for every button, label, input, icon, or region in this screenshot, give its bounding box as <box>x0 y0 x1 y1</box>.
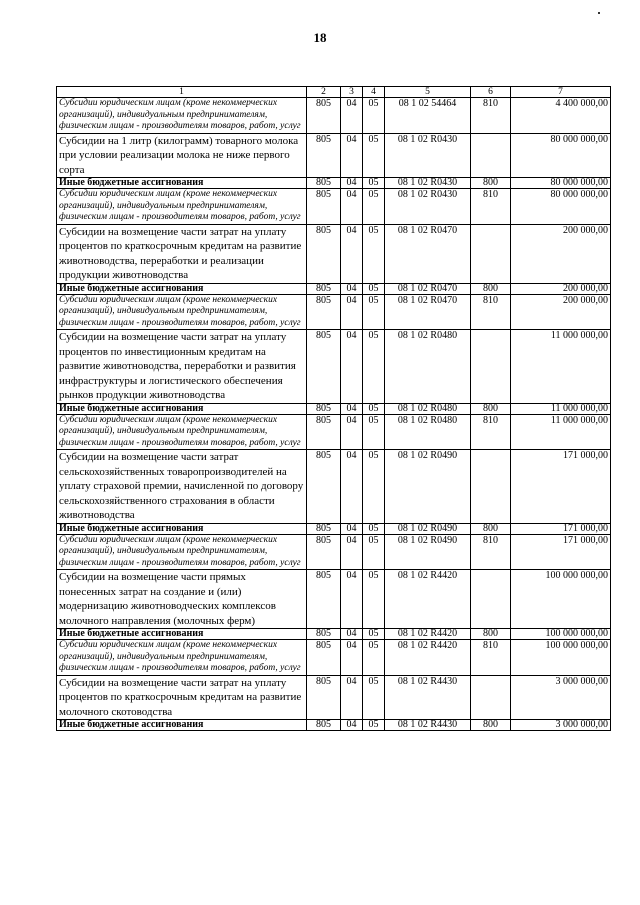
header-cell: 5 <box>385 87 471 98</box>
grbs-code-cell: 805 <box>307 294 341 330</box>
amount-cell: 171 000,00 <box>511 534 611 570</box>
grbs-code-cell: 805 <box>307 414 341 450</box>
section-code-cell: 04 <box>341 450 363 524</box>
subsection-code-cell: 05 <box>363 450 385 524</box>
section-code-cell: 04 <box>341 189 363 225</box>
expense-type-code-cell <box>471 330 511 404</box>
section-code-cell: 04 <box>341 570 363 629</box>
expense-type-code-cell: 800 <box>471 629 511 640</box>
grbs-code-cell: 805 <box>307 720 341 731</box>
item-name-cell: Субсидии на возмещение части затрат на уплату процентов по краткосрочным кредитам на развитие животноводства, переработки и реализации продукции животноводства <box>57 224 307 283</box>
section-code-cell: 04 <box>341 178 363 189</box>
target-article-code-cell: 08 1 02 R0430 <box>385 178 471 189</box>
budget-table <box>56 86 611 731</box>
item-name-cell: Иные бюджетные ассигнования <box>57 403 307 414</box>
table-body <box>57 98 611 731</box>
item-name-cell: Субсидии юридическим лицам (кроме некоммерческих организаций), индивидуальным предпринимателям, физическим лицам - производителям товаров, работ, услуг <box>57 640 307 676</box>
grbs-code-cell: 805 <box>307 403 341 414</box>
table-row <box>57 330 611 404</box>
grbs-code-cell: 805 <box>307 640 341 676</box>
header-cell: 4 <box>363 87 385 98</box>
table-row <box>57 570 611 629</box>
section-code-cell: 04 <box>341 523 363 534</box>
page-number: 18 <box>313 30 327 45</box>
item-name-cell: Иные бюджетные ассигнования <box>57 629 307 640</box>
expense-type-code-cell: 800 <box>471 283 511 294</box>
subsection-code-cell: 05 <box>363 414 385 450</box>
item-name-cell: Субсидии на возмещение части затрат на уплату процентов по инвестиционным кредитам на развитие животноводства, переработки и развития инфраструктуры и логистического обеспечения рынков продукции животноводства <box>57 330 307 404</box>
target-article-code-cell: 08 1 02 R0430 <box>385 189 471 225</box>
subsection-code-cell: 05 <box>363 133 385 178</box>
table-row <box>57 450 611 524</box>
grbs-code-cell: 805 <box>307 283 341 294</box>
amount-cell: 100 000 000,00 <box>511 629 611 640</box>
item-name-cell: Субсидии на возмещение части затрат сельскохозяйственных товаропроизводителей на уплату страховой премии, начисленной по договору сельскохозяйственного страхования в области животноводства <box>57 450 307 524</box>
expense-type-code-cell: 810 <box>471 98 511 134</box>
item-name-cell: Субсидии юридическим лицам (кроме некоммерческих организаций), индивидуальным предпринимателям, физическим лицам - производителям товаров, работ, услуг <box>57 98 307 134</box>
target-article-code-cell: 08 1 02 R4420 <box>385 629 471 640</box>
table-row <box>57 629 611 640</box>
section-code-cell: 04 <box>341 330 363 404</box>
target-article-code-cell: 08 1 02 R0470 <box>385 283 471 294</box>
item-name-cell: Субсидии юридическим лицам (кроме некоммерческих организаций), индивидуальным предпринимателям, физическим лицам - производителям товаров, работ, услуг <box>57 189 307 225</box>
item-name-cell: Субсидии на возмещение части прямых понесенных затрат на создание и (или) модернизацию животноводческих комплексов молочного направления (молочных ферм) <box>57 570 307 629</box>
target-article-code-cell: 08 1 02 R0470 <box>385 224 471 283</box>
amount-cell: 171 000,00 <box>511 450 611 524</box>
amount-cell: 200 000,00 <box>511 224 611 283</box>
expense-type-code-cell: 810 <box>471 414 511 450</box>
subsection-code-cell: 05 <box>363 523 385 534</box>
header-cell: 7 <box>511 87 611 98</box>
item-name-cell: Иные бюджетные ассигнования <box>57 178 307 189</box>
grbs-code-cell: 805 <box>307 133 341 178</box>
expense-type-code-cell <box>471 675 511 720</box>
grbs-code-cell: 805 <box>307 629 341 640</box>
subsection-code-cell: 05 <box>363 570 385 629</box>
grbs-code-cell: 805 <box>307 189 341 225</box>
target-article-code-cell: 08 1 02 R0430 <box>385 133 471 178</box>
grbs-code-cell: 805 <box>307 534 341 570</box>
subsection-code-cell: 05 <box>363 534 385 570</box>
table-row <box>57 283 611 294</box>
amount-cell: 11 000 000,00 <box>511 403 611 414</box>
item-name-cell: Иные бюджетные ассигнования <box>57 283 307 294</box>
expense-type-code-cell <box>471 450 511 524</box>
table-row <box>57 534 611 570</box>
amount-cell: 200 000,00 <box>511 283 611 294</box>
item-name-cell: Иные бюджетные ассигнования <box>57 720 307 731</box>
header-row <box>57 87 611 98</box>
expense-type-code-cell: 800 <box>471 403 511 414</box>
header-cell: 3 <box>341 87 363 98</box>
section-code-cell: 04 <box>341 640 363 676</box>
target-article-code-cell: 08 1 02 R0480 <box>385 414 471 450</box>
item-name-cell: Субсидии на возмещение части затрат на уплату процентов по краткосрочным кредитам на развитие молочного скотоводства <box>57 675 307 720</box>
target-article-code-cell: 08 1 02 R0490 <box>385 534 471 570</box>
table-row <box>57 640 611 676</box>
grbs-code-cell: 805 <box>307 98 341 134</box>
section-code-cell: 04 <box>341 224 363 283</box>
subsection-code-cell: 05 <box>363 330 385 404</box>
target-article-code-cell: 08 1 02 R0480 <box>385 403 471 414</box>
amount-cell: 80 000 000,00 <box>511 133 611 178</box>
target-article-code-cell: 08 1 02 R0470 <box>385 294 471 330</box>
amount-cell: 100 000 000,00 <box>511 640 611 676</box>
table-row <box>57 675 611 720</box>
section-code-cell: 04 <box>341 403 363 414</box>
section-code-cell: 04 <box>341 414 363 450</box>
table-row <box>57 294 611 330</box>
expense-type-code-cell: 800 <box>471 178 511 189</box>
amount-cell: 11 000 000,00 <box>511 414 611 450</box>
subsection-code-cell: 05 <box>363 403 385 414</box>
table-row <box>57 189 611 225</box>
target-article-code-cell: 08 1 02 R4430 <box>385 675 471 720</box>
item-name-cell: Иные бюджетные ассигнования <box>57 523 307 534</box>
expense-type-code-cell <box>471 224 511 283</box>
expense-type-code-cell: 810 <box>471 189 511 225</box>
subsection-code-cell: 05 <box>363 294 385 330</box>
amount-cell: 80 000 000,00 <box>511 189 611 225</box>
item-name-cell: Субсидии юридическим лицам (кроме некоммерческих организаций), индивидуальным предпринимателям, физическим лицам - производителям товаров, работ, услуг <box>57 534 307 570</box>
header-cell: 1 <box>57 87 307 98</box>
table-row <box>57 98 611 134</box>
subsection-code-cell: 05 <box>363 224 385 283</box>
section-code-cell: 04 <box>341 294 363 330</box>
amount-cell: 100 000 000,00 <box>511 570 611 629</box>
amount-cell: 3 000 000,00 <box>511 675 611 720</box>
scan-speck <box>598 12 600 14</box>
section-code-cell: 04 <box>341 629 363 640</box>
target-article-code-cell: 08 1 02 R0490 <box>385 523 471 534</box>
expense-type-code-cell <box>471 570 511 629</box>
target-article-code-cell: 08 1 02 R0480 <box>385 330 471 404</box>
grbs-code-cell: 805 <box>307 570 341 629</box>
item-name-cell: Субсидии на 1 литр (килограмм) товарного молока при условии реализации молока не ниже первого сорта <box>57 133 307 178</box>
target-article-code-cell: 08 1 02 R4420 <box>385 640 471 676</box>
expense-type-code-cell: 810 <box>471 534 511 570</box>
amount-cell: 80 000 000,00 <box>511 178 611 189</box>
table-row <box>57 414 611 450</box>
target-article-code-cell: 08 1 02 R4430 <box>385 720 471 731</box>
subsection-code-cell: 05 <box>363 178 385 189</box>
table-row <box>57 133 611 178</box>
grbs-code-cell: 805 <box>307 523 341 534</box>
amount-cell: 11 000 000,00 <box>511 330 611 404</box>
table-row <box>57 178 611 189</box>
header-cell: 2 <box>307 87 341 98</box>
table-row <box>57 403 611 414</box>
amount-cell: 171 000,00 <box>511 523 611 534</box>
amount-cell: 200 000,00 <box>511 294 611 330</box>
section-code-cell: 04 <box>341 675 363 720</box>
expense-type-code-cell <box>471 133 511 178</box>
target-article-code-cell: 08 1 02 R0490 <box>385 450 471 524</box>
target-article-code-cell: 08 1 02 54464 <box>385 98 471 134</box>
grbs-code-cell: 805 <box>307 178 341 189</box>
grbs-code-cell: 805 <box>307 450 341 524</box>
expense-type-code-cell: 810 <box>471 294 511 330</box>
section-code-cell: 04 <box>341 283 363 294</box>
subsection-code-cell: 05 <box>363 189 385 225</box>
item-name-cell: Субсидии юридическим лицам (кроме некоммерческих организаций), индивидуальным предпринимателям, физическим лицам - производителям товаров, работ, услуг <box>57 414 307 450</box>
subsection-code-cell: 05 <box>363 720 385 731</box>
table-row <box>57 523 611 534</box>
item-name-cell: Субсидии юридическим лицам (кроме некоммерческих организаций), индивидуальным предпринимателям, физическим лицам - производителям товаров, работ, услуг <box>57 294 307 330</box>
table-row <box>57 224 611 283</box>
section-code-cell: 04 <box>341 98 363 134</box>
section-code-cell: 04 <box>341 133 363 178</box>
subsection-code-cell: 05 <box>363 98 385 134</box>
subsection-code-cell: 05 <box>363 629 385 640</box>
subsection-code-cell: 05 <box>363 283 385 294</box>
section-code-cell: 04 <box>341 534 363 570</box>
amount-cell: 3 000 000,00 <box>511 720 611 731</box>
expense-type-code-cell: 800 <box>471 720 511 731</box>
section-code-cell: 04 <box>341 720 363 731</box>
expense-type-code-cell: 810 <box>471 640 511 676</box>
grbs-code-cell: 805 <box>307 330 341 404</box>
subsection-code-cell: 05 <box>363 675 385 720</box>
header-cell: 6 <box>471 87 511 98</box>
expense-type-code-cell: 800 <box>471 523 511 534</box>
grbs-code-cell: 805 <box>307 224 341 283</box>
table-row <box>57 720 611 731</box>
amount-cell: 4 400 000,00 <box>511 98 611 134</box>
subsection-code-cell: 05 <box>363 640 385 676</box>
target-article-code-cell: 08 1 02 R4420 <box>385 570 471 629</box>
grbs-code-cell: 805 <box>307 675 341 720</box>
